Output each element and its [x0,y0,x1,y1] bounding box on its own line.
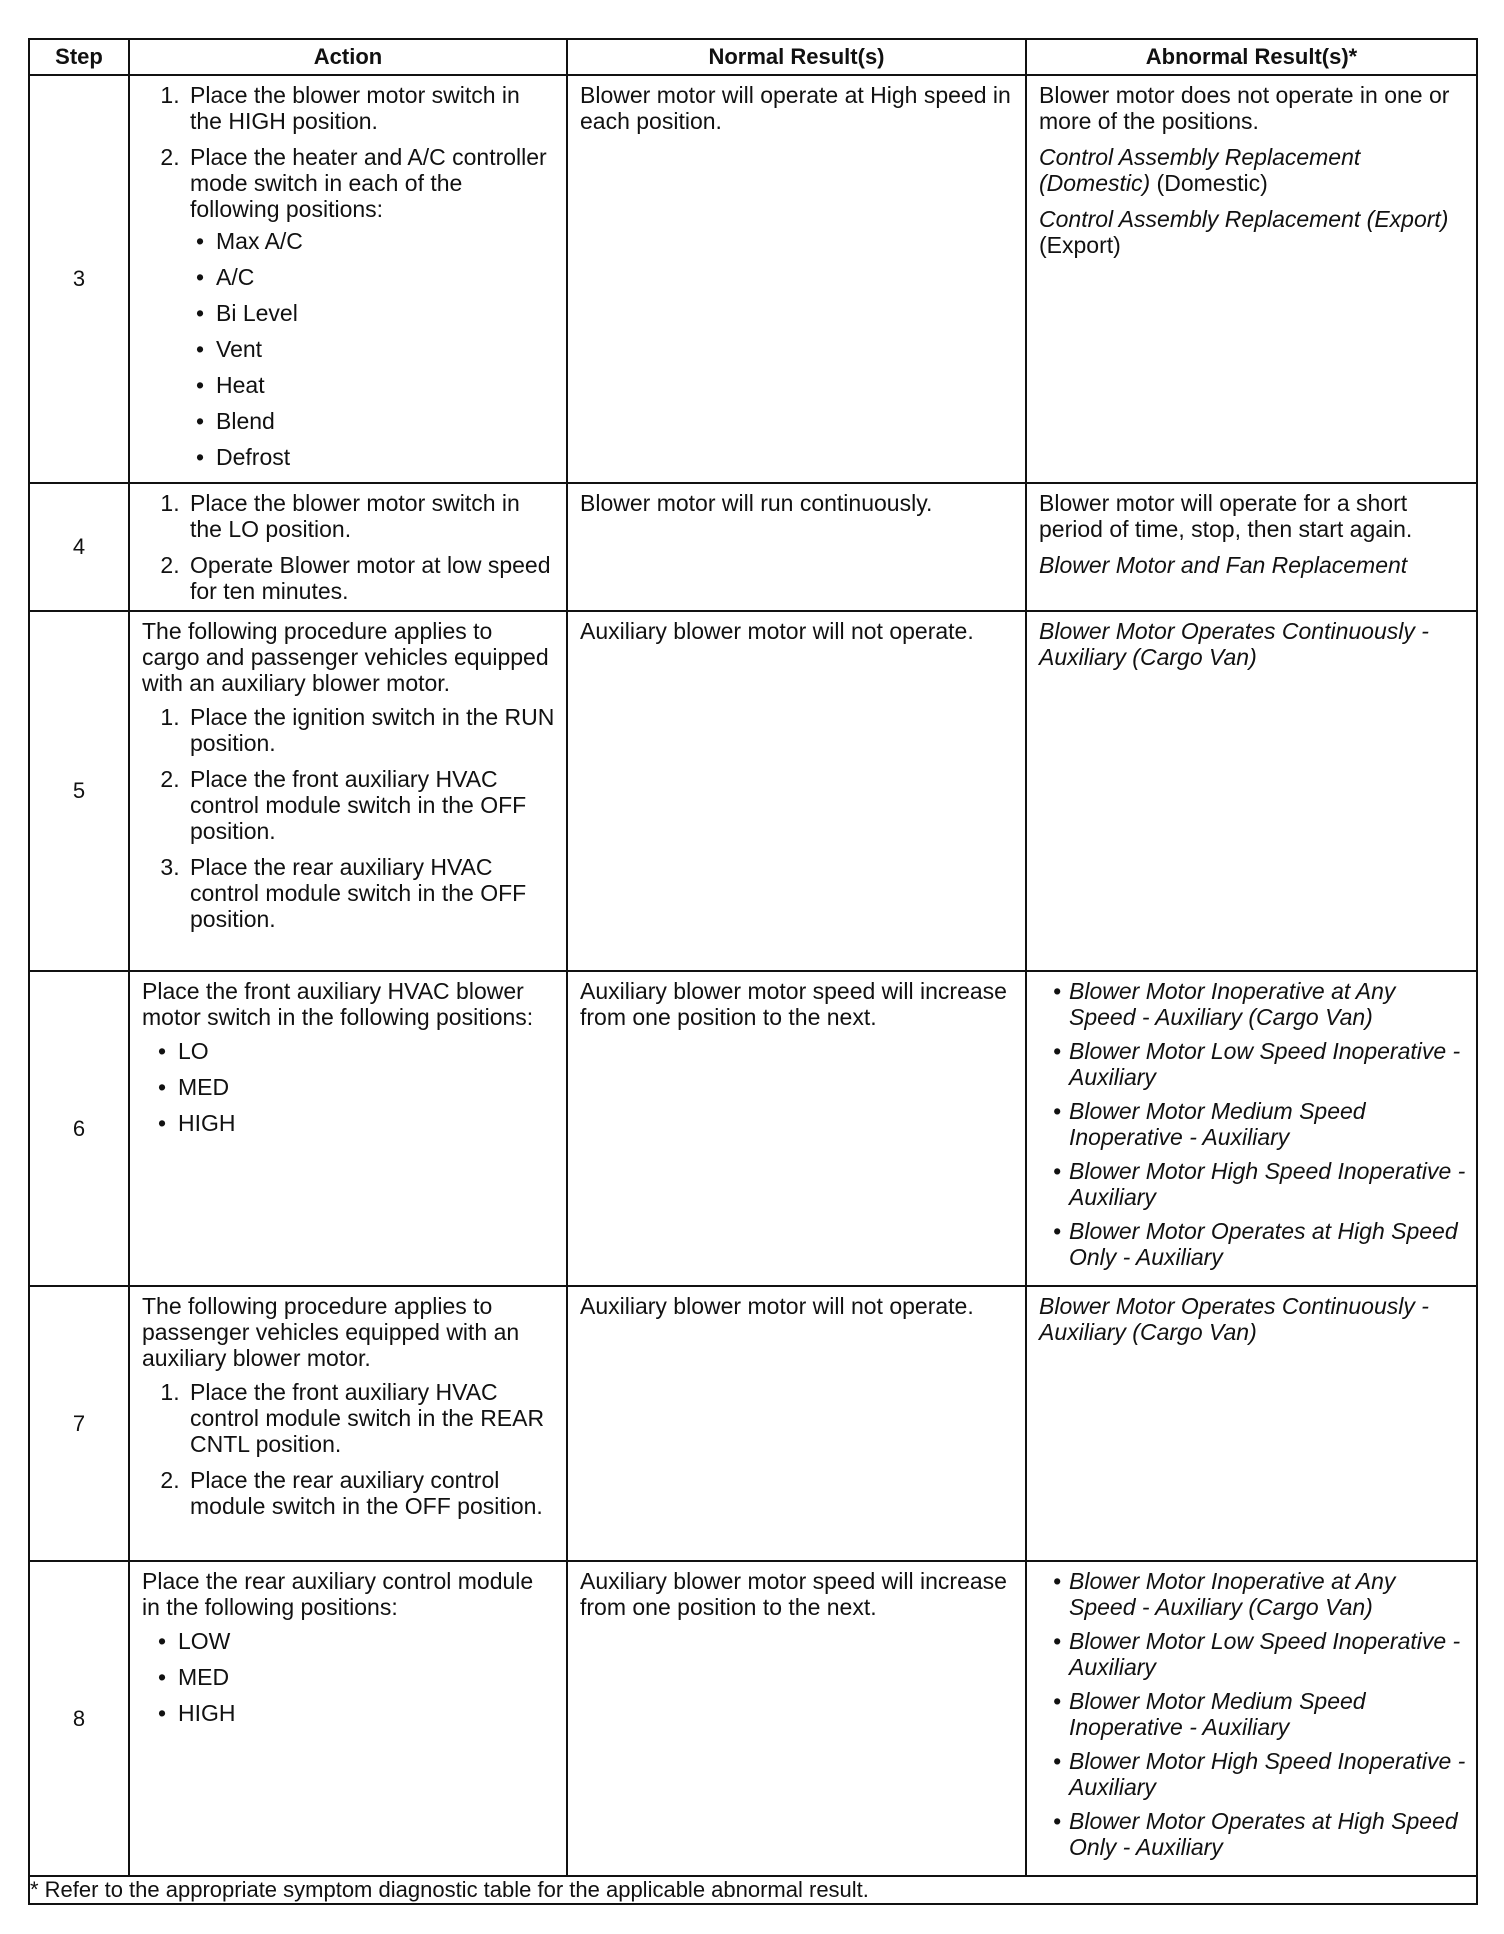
abnormal-result-cell [1026,971,1477,1286]
symptom-reference: • Blower Motor High Speed Inoperative - Auxiliary [1039,1158,1466,1210]
position-item: • HIGH [152,1700,556,1726]
abnormal-result-paragraph [1039,82,1466,134]
action-step [186,704,556,756]
symptom-reference: • Blower Motor Operates at High Speed Only - Auxiliary [1039,1808,1466,1860]
abnormal-result-text: Blower motor does not operate in one or more of the positions. [1039,82,1450,134]
symptom-reference-list [1039,1568,1466,1860]
footnote: * Refer to the appropriate symptom diagnostic table for the applicable abnormal result. [29,1876,1477,1904]
action-step [186,552,556,604]
action-content [130,1287,566,1525]
action-step [186,490,556,542]
header-normal-results: Normal Result(s) [567,39,1026,75]
abnormal-result-content [1027,76,1476,264]
table-row [29,1561,1477,1876]
procedure-reference: Blower Motor Operates Continuously - Auxiliary (Cargo Van) [1039,618,1429,670]
abnormal-result-paragraph [1039,206,1466,258]
symptom-reference: • Blower Motor High Speed Inoperative - Auxiliary [1039,1748,1466,1800]
symptom-reference: • Blower Motor Medium Speed Inoperative - Auxiliary [1039,1098,1466,1150]
action-cell [129,483,567,611]
position-item: • Defrost [190,444,556,470]
symptom-reference: • Blower Motor Inoperative at Any Speed - Auxiliary (Cargo Van) [1039,1568,1466,1620]
action-content [130,612,566,938]
action-intro: Place the front auxiliary HVAC blower motor switch in the following positions: [142,978,534,1030]
action-step-text: Place the rear auxiliary HVAC control module switch in the OFF position. [190,854,527,932]
procedure-reference: Blower Motor and Fan Replacement [1039,552,1408,578]
action-content [130,972,566,1142]
action-intro: Place the rear auxiliary control module in the following positions: [142,1568,534,1620]
abnormal-result-cell [1026,1286,1477,1561]
action-step-text: Place the front auxiliary HVAC control module switch in the OFF position. [190,766,527,844]
abnormal-result-cell [1026,611,1477,971]
action-cell [129,1286,567,1561]
action-step-text: Place the rear auxiliary control module switch in the OFF position. [190,1467,543,1519]
header-abnormal-results: Abnormal Result(s)* [1026,39,1477,75]
abnormal-result-cell [1026,1561,1477,1876]
procedure-reference: Control Assembly Replacement (Domestic) [1039,144,1361,196]
normal-result-cell [567,1561,1026,1876]
position-item: • Max A/C [190,228,556,254]
action-steps-list [142,82,556,470]
position-list [142,1038,556,1136]
action-step-text: Place the ignition switch in the RUN position. [190,704,555,756]
symptom-reference-list [1039,978,1466,1270]
position-list [142,1628,556,1726]
action-step [186,82,556,134]
action-intro: The following procedure applies to passenger vehicles equipped with an auxiliary blower motor. [142,1293,520,1371]
procedure-reference: Blower Motor Operates Continuously - Auxiliary (Cargo Van) [1039,1293,1429,1345]
abnormal-result-content [1027,972,1476,1284]
action-steps-list [142,490,556,604]
action-step-text: Place the front auxiliary HVAC control module switch in the REAR CNTL position. [190,1379,545,1457]
abnormal-result-paragraph [1039,1293,1466,1345]
diagnostic-table [28,38,1478,1905]
position-item: • Blend [190,408,556,434]
table-header-row [29,39,1477,75]
abnormal-result-content [1027,484,1476,584]
normal-result-text: Auxiliary blower motor speed will increase from one position to the next. [580,978,1007,1030]
normal-result-text: Auxiliary blower motor will not operate. [580,1293,974,1319]
step-number: 6 [29,971,129,1286]
action-step-text: Operate Blower motor at low speed for ten minutes. [190,552,551,604]
position-item: • LO [152,1038,556,1064]
table-row [29,75,1477,483]
action-step [186,1467,556,1519]
action-step [186,766,556,844]
normal-result-text: Auxiliary blower motor speed will increase from one position to the next. [580,1568,1007,1620]
abnormal-result-cell [1026,75,1477,483]
abnormal-result-paragraph [1039,552,1466,578]
normal-result-cell [567,1286,1026,1561]
action-content [130,76,566,476]
position-item: • Vent [190,336,556,362]
symptom-reference: • Blower Motor Low Speed Inoperative - Auxiliary [1039,1628,1466,1680]
diagnostic-table-page [28,38,1476,1905]
action-cell [129,75,567,483]
abnormal-result-paragraph [1039,618,1466,670]
abnormal-result-text: (Domestic) [1150,170,1268,196]
position-item: • MED [152,1074,556,1100]
step-number: 3 [29,75,129,483]
header-step: Step [29,39,129,75]
action-step-text: Place the heater and A/C controller mode switch in each of the following positions: [190,144,547,222]
normal-result-cell [567,611,1026,971]
action-steps-list [142,1379,556,1519]
symptom-reference: • Blower Motor Inoperative at Any Speed - Auxiliary (Cargo Van) [1039,978,1466,1030]
position-list [190,228,556,470]
footnote-row [29,1876,1477,1904]
position-item: • Bi Level [190,300,556,326]
action-intro: The following procedure applies to cargo and passenger vehicles equipped with an auxiliary blower motor. [142,618,549,696]
normal-result-cell [567,971,1026,1286]
abnormal-result-paragraph [1039,144,1466,196]
normal-result-cell [567,483,1026,611]
step-number: 7 [29,1286,129,1561]
table-row [29,483,1477,611]
header-action: Action [129,39,567,75]
table-body [29,75,1477,1876]
action-step-text: Place the blower motor switch in the HIGH position. [190,82,520,134]
position-item: • HIGH [152,1110,556,1136]
position-item: • Heat [190,372,556,398]
abnormal-result-content [1027,1562,1476,1874]
step-number: 8 [29,1561,129,1876]
normal-result-cell [567,75,1026,483]
step-number: 5 [29,611,129,971]
abnormal-result-paragraph [1039,490,1466,542]
action-step [186,854,556,932]
position-item: • MED [152,1664,556,1690]
action-step [186,144,556,470]
symptom-reference: • Blower Motor Low Speed Inoperative - Auxiliary [1039,1038,1466,1090]
abnormal-result-cell [1026,483,1477,611]
action-content [130,484,566,610]
normal-result-text: Auxiliary blower motor will not operate. [580,618,974,644]
abnormal-result-content [1027,612,1476,676]
normal-result-text: Blower motor will operate at High speed in each position. [580,82,1011,134]
action-steps-list [142,704,556,932]
action-step-text: Place the blower motor switch in the LO position. [190,490,520,542]
table-row [29,971,1477,1286]
abnormal-result-content [1027,1287,1476,1351]
action-cell [129,611,567,971]
action-step [186,1379,556,1457]
action-cell [129,1561,567,1876]
table-row [29,1286,1477,1561]
position-item: • A/C [190,264,556,290]
position-item: • LOW [152,1628,556,1654]
table-row [29,611,1477,971]
action-cell [129,971,567,1286]
abnormal-result-text: Blower motor will operate for a short period of time, stop, then start again. [1039,490,1413,542]
normal-result-text: Blower motor will run continuously. [580,490,933,516]
symptom-reference: • Blower Motor Medium Speed Inoperative - Auxiliary [1039,1688,1466,1740]
symptom-reference: • Blower Motor Operates at High Speed Only - Auxiliary [1039,1218,1466,1270]
procedure-reference: Control Assembly Replacement (Export) [1039,206,1449,232]
action-content [130,1562,566,1732]
step-number: 4 [29,483,129,611]
abnormal-result-text: (Export) [1039,232,1121,258]
